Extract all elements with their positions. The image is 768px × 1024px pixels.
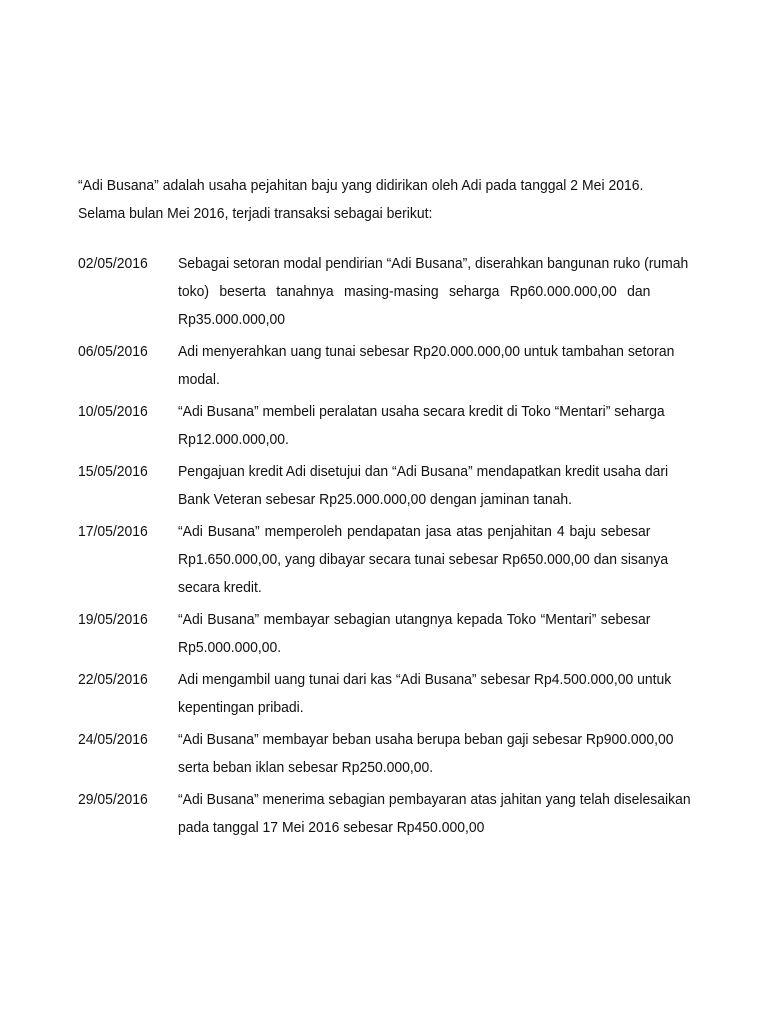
transaction-description (178, 666, 672, 722)
transaction-description-line: secara kredit. (178, 579, 262, 596)
transaction-date: 29/05/2016 (78, 791, 148, 808)
intro-line-2: Selama bulan Mei 2016, terjadi transaksi sebagai berikut: (78, 205, 433, 222)
transaction-description-line: Rp12.000.000,00. (178, 431, 289, 448)
transaction-description (178, 338, 675, 394)
transaction-date: 15/05/2016 (78, 463, 148, 480)
transaction-description-line: “Adi Busana” membayar beban usaha berupa beban gaji sebesar Rp900.000,00 (178, 731, 674, 748)
transaction-description-line: modal. (178, 371, 220, 388)
transaction-description-line: Adi menyerahkan uang tunai sebesar Rp20.000.000,00 untuk tambahan setoran (178, 343, 675, 360)
transaction-date: 22/05/2016 (78, 671, 148, 688)
transaction-date: 10/05/2016 (78, 403, 148, 420)
transaction-description-line: “Adi Busana” memperoleh pendapatan jasa atas penjahitan 4 baju sebesar (178, 523, 651, 540)
transaction-description-line: serta beban iklan sebesar Rp250.000,00. (178, 759, 434, 776)
transaction-description-line: pada tanggal 17 Mei 2016 sebesar Rp450.000,00 (178, 819, 485, 836)
transaction-row (78, 786, 698, 842)
transaction-row (78, 518, 698, 602)
transaction-description (178, 606, 650, 662)
transaction-description (178, 786, 691, 842)
transaction-date: 17/05/2016 (78, 523, 148, 540)
transaction-description-line: Bank Veteran sebesar Rp25.000.000,00 dengan jaminan tanah. (178, 491, 573, 508)
transaction-description (178, 726, 674, 782)
transaction-row (78, 666, 698, 722)
transaction-date: 06/05/2016 (78, 343, 148, 360)
transaction-description-line: Adi mengambil uang tunai dari kas “Adi Busana” sebesar Rp4.500.000,00 untuk (178, 671, 672, 688)
transaction-description (178, 250, 689, 334)
transaction-row (78, 458, 698, 514)
transaction-description-line: Rp1.650.000,00, yang dibayar secara tunai sebesar Rp650.000,00 dan sisanya (178, 551, 669, 568)
transaction-description-line: “Adi Busana” membeli peralatan usaha secara kredit di Toko “Mentari” seharga (178, 403, 665, 420)
intro-line-1: “Adi Busana” adalah usaha pejahitan baju yang didirikan oleh Adi pada tanggal 2 Mei 2016. (78, 177, 644, 194)
transaction-description-line: “Adi Busana” membayar sebagian utangnya kepada Toko “Mentari” sebesar (178, 611, 651, 628)
transaction-row (78, 250, 698, 334)
transaction-date: 02/05/2016 (78, 255, 148, 272)
transaction-row (78, 606, 698, 662)
transaction-description-line: Sebagai setoran modal pendirian “Adi Busana”, diserahkan bangunan ruko (rumah (178, 255, 689, 272)
transaction-date: 24/05/2016 (78, 731, 148, 748)
transaction-description-line: toko) beserta tanahnya masing-masing seharga Rp60.000.000,00 dan (178, 283, 651, 300)
transaction-row (78, 398, 698, 454)
transaction-description-line: Rp5.000.000,00. (178, 639, 282, 656)
transaction-row (78, 338, 698, 394)
transaction-description (178, 458, 669, 514)
transaction-description-line: Rp35.000.000,00 (178, 311, 286, 328)
transaction-description-line: “Adi Busana” menerima sebagian pembayaran atas jahitan yang telah diselesaikan (178, 791, 691, 808)
transaction-row (78, 726, 698, 782)
transaction-description (178, 398, 665, 454)
transaction-description (178, 518, 669, 602)
transaction-date: 19/05/2016 (78, 611, 148, 628)
transaction-list (78, 250, 698, 846)
intro-paragraph (78, 172, 643, 228)
transaction-description-line: kepentingan pribadi. (178, 699, 304, 716)
transaction-description-line: Pengajuan kredit Adi disetujui dan “Adi Busana” mendapatkan kredit usaha dari (178, 463, 669, 480)
